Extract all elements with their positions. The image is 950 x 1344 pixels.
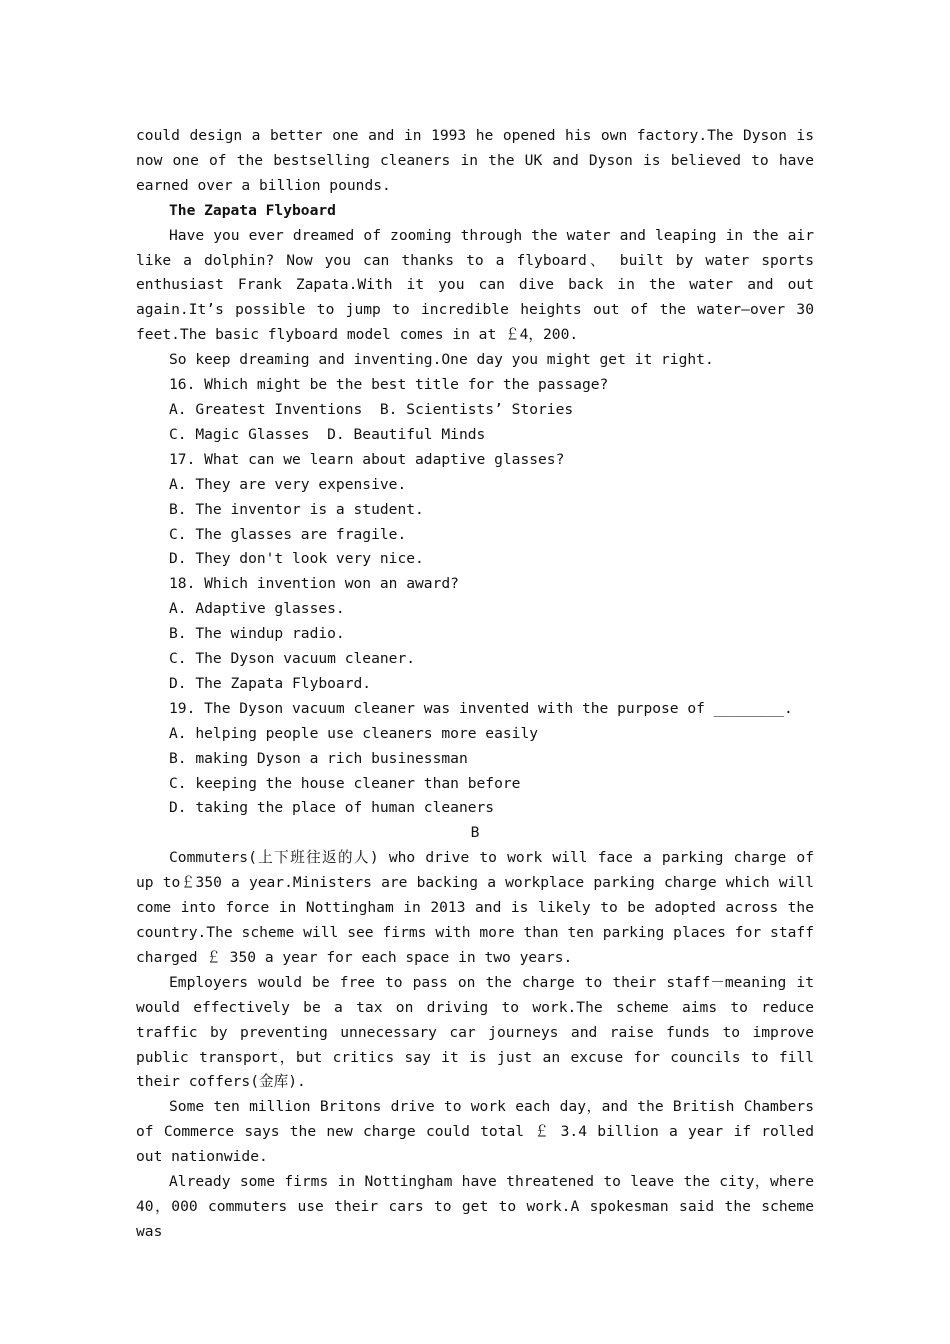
option-line: D. taking the place of human cleaners — [169, 799, 495, 817]
option-line: C. keeping the house cleaner than before — [169, 774, 521, 792]
section-b-paragraph: Commuters(上下班往返的人) who drive to work will face a parking charge of up to￡350 a year.Ministers are backing a workplace parking charge which will come into force in Nottingham in 2013 and is likely to be adopted across the country.The scheme will see firms with more than ten parking places for staff charged ￡ 350 a year for each space in two years. — [136, 849, 814, 966]
option-line: B. The windup radio. — [169, 625, 345, 643]
option-line: A. helping people use cleaners more easily — [169, 724, 539, 742]
option-line: C. Magic Glasses D. Beautiful Minds — [169, 425, 486, 443]
question-stem: 18. Which invention won an award? — [169, 575, 459, 593]
question-18 — [136, 572, 814, 697]
section-b-paragraph: Already some firms in Nottingham have threatened to leave the city，where 40，000 commuters use their cars to get to work.A spokesman said the scheme was — [136, 1173, 814, 1240]
question-17 — [136, 448, 814, 573]
option-line: D. The Zapata Flyboard. — [169, 674, 372, 692]
option-line: B. making Dyson a rich businessman — [169, 749, 468, 767]
option-line: A. They are very expensive. — [169, 475, 407, 493]
option-line: A. Greatest Inventions B. Scientists’ Stories — [169, 400, 574, 418]
closing-line: So keep dreaming and inventing.One day you might get it right. — [169, 351, 714, 369]
intro-paragraph: could design a better one and in 1993 he opened his own factory.The Dyson is now one of the bestselling cleaners in the UK and Dyson is believed to have earned over a billion pounds. — [136, 127, 814, 194]
option-line: B. The inventor is a student. — [169, 500, 424, 518]
question-stem: 17. What can we learn about adaptive glasses? — [169, 450, 565, 468]
question-stem: 16. Which might be the best title for the passage? — [169, 376, 609, 394]
option-line: C. The Dyson vacuum cleaner. — [169, 650, 416, 668]
option-line: C. The glasses are fragile. — [169, 525, 407, 543]
question-16 — [136, 373, 814, 448]
zapata-paragraph: Have you ever dreamed of zooming through the water and leaping in the air like a dolphin? Now you can thanks to a flyboard、 built by water sports enthusiast Frank Zapata.With it you can dive back in the water and out again.It’s possible to jump to incredible heights out of the water—over 30 feet.The basic flyboard model comes in at ￡4，200. — [136, 226, 814, 344]
section-b-paragraph: Some ten million Britons drive to work each day，and the British Chambers of Commerce says the new charge could total ￡ 3.4 billion a year if rolled out nationwide. — [136, 1098, 814, 1166]
question-stem: 19. The Dyson vacuum cleaner was invented with the purpose of ________. — [169, 699, 793, 717]
section-b-paragraph: Employers would be free to pass on the charge to their staff－meaning it would effectively be a tax on driving to work.The scheme aims to reduce traffic by preventing unnecessary car journeys and raise funds to improve public transport，but critics say it is just an excuse for councils to fill their coffers(金库). — [136, 973, 814, 1091]
section-heading-zapata: The Zapata Flyboard — [169, 201, 336, 219]
option-line: D. They don't look very nice. — [169, 550, 424, 568]
question-19 — [136, 697, 814, 822]
document-page — [136, 124, 814, 1245]
section-b-heading: B — [470, 824, 480, 842]
option-line: A. Adaptive glasses. — [169, 600, 345, 618]
